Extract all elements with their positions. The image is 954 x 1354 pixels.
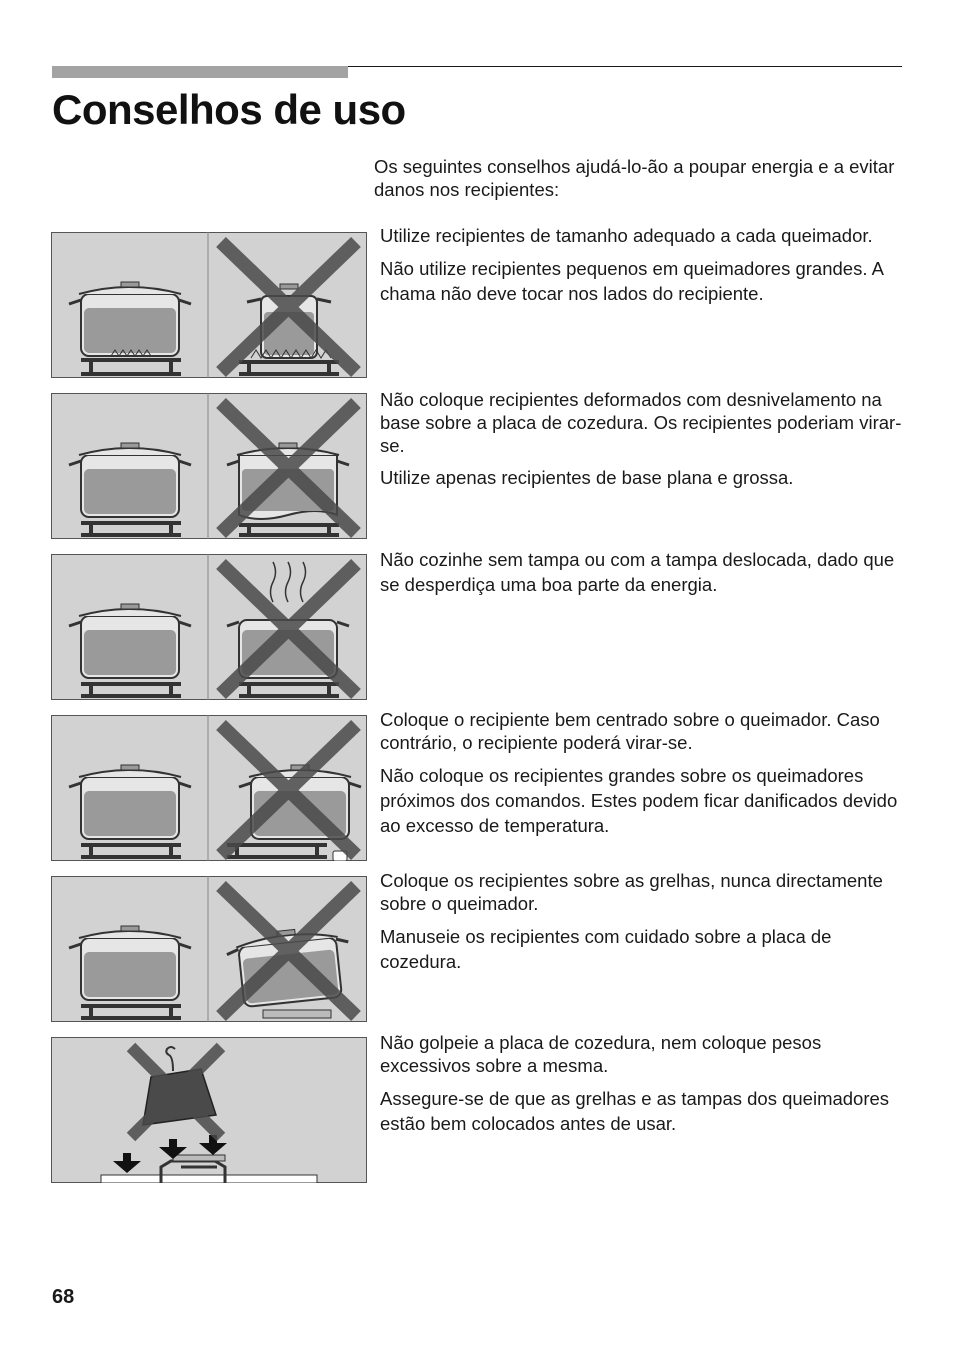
illustration-grates (51, 876, 367, 1022)
illustration-centering (51, 715, 367, 861)
tip-text-lid (380, 547, 902, 606)
tip-text-deformed (380, 388, 902, 498)
illustration-pot-size (51, 232, 367, 378)
tip-paragraph: Utilize recipientes de tamanho adequado a cada queimador. (380, 225, 873, 246)
tip-text-weights (380, 1031, 902, 1145)
tip-paragraph: Coloque os recipientes sobre as grelhas, nunca directamente sobre o queimador. (380, 870, 883, 914)
tip-paragraph: Não cozinhe sem tampa ou com a tampa deslocada, dado que se desperdiça uma boa parte da energia. (380, 549, 895, 595)
tip-paragraph: Não coloque os recipientes grandes sobre os queimadores próximos dos comandos. Estes podem ficar danificados devido ao excesso de temperatura. (380, 765, 898, 836)
tip-paragraph: Utilize apenas recipientes de base plana e grossa. (380, 467, 794, 488)
tip-text-centering (380, 708, 902, 847)
intro-text: Os seguintes conselhos ajudá-lo-ão a poupar energia e a evitar danos nos recipientes: (374, 156, 895, 200)
tip-paragraph: Não golpeie a placa de cozedura, nem coloque pesos excessivos sobre a mesma. (380, 1032, 822, 1076)
tip-paragraph: Manuseie os recipientes com cuidado sobre a placa de cozedura. (380, 926, 832, 972)
tip-paragraph: Não coloque recipientes deformados com desnivelamento na base sobre a placa de cozedura. Os recipientes poderiam virar-se. (380, 389, 902, 456)
page-title: Conselhos de uso (52, 86, 406, 133)
illustration-deformed-base (51, 393, 367, 539)
tip-paragraph: Não utilize recipientes pequenos em queimadores grandes. A chama não deve tocar nos lados do recipiente. (380, 258, 883, 304)
tip-paragraph: Coloque o recipiente bem centrado sobre o queimador. Caso contrário, o recipiente poderá virar-se. (380, 709, 880, 753)
page-number: 68 (52, 1286, 75, 1308)
tip-text-grates (380, 869, 902, 983)
illustration-weights (51, 1037, 367, 1183)
header-bar (52, 66, 348, 78)
tip-paragraph: Assegure-se de que as grelhas e as tampas dos queimadores estão bem colocados antes de usar. (380, 1088, 890, 1134)
tip-text-size (380, 224, 902, 315)
illustration-lid (51, 554, 367, 700)
